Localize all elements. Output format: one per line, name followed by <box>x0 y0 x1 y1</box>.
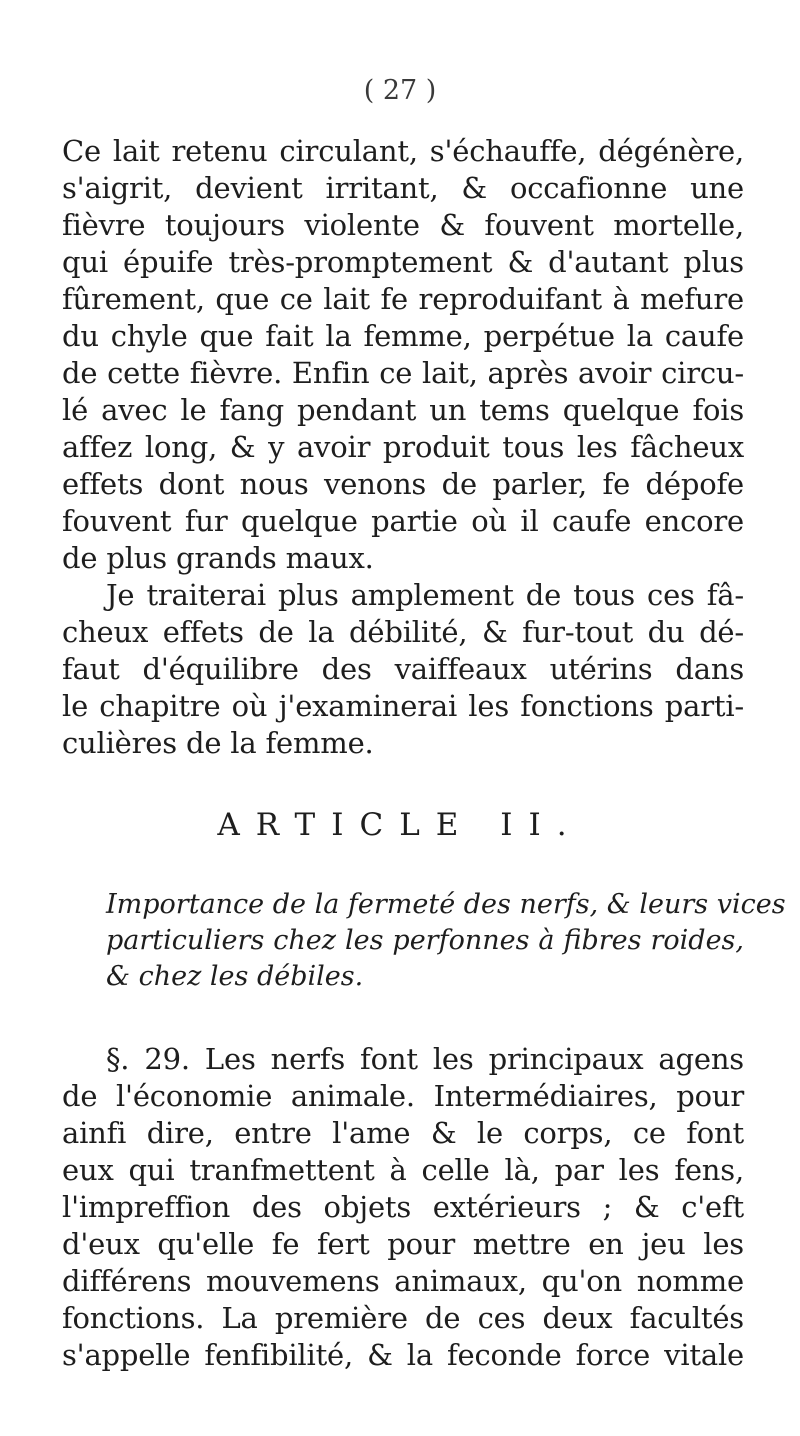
paragraph-3-line-9: s'appelle fenfibilité, & la feconde force vitale <box>62 1338 744 1372</box>
article-heading: ARTICLE II. <box>217 807 583 843</box>
paragraph-1-line-9: affez long, & y avoir produit tous les fâcheux <box>62 430 744 464</box>
paragraph-1-line-4: qui épuife très-promptement & d'autant plus <box>62 245 744 279</box>
paragraph-1-line-3: fièvre toujours violente & fouvent mortelle, <box>62 208 744 242</box>
paragraph-1-line-5: fûrement, que ce lait fe reproduifant à mefure <box>62 282 744 316</box>
paragraph-2-line-3: faut d'équilibre des vaiffeaux utérins dans <box>62 652 744 686</box>
paragraph-3-line-3: ainfi dire, entre l'ame & le corps, ce font <box>62 1116 744 1150</box>
paragraph-1-line-12: de plus grands maux. <box>62 541 374 575</box>
paragraph-2-line-2: cheux effets de la débilité, & fur-tout du dé- <box>62 615 744 649</box>
paragraph-1-line-10: effets dont nous venons de parler, fe dépofe <box>62 467 744 501</box>
paragraph-3-line-8: fonctions. La première de ces deux facultés <box>62 1301 744 1335</box>
paragraph-3-line-7: différens mouvemens animaux, qu'on nomme <box>62 1264 744 1298</box>
article-subtitle-line-1: Importance de la fermeté des nerfs, & leurs vices <box>106 889 786 920</box>
paragraph-3-line-2: de l'économie animale. Intermédiaires, pour <box>62 1079 744 1113</box>
paragraph-1-line-7: de cette fièvre. Enfin ce lait, après avoir circu- <box>62 356 744 390</box>
paragraph-3-line-4: eux qui tranfmettent à celle là, par les fens, <box>62 1153 744 1187</box>
article-subtitle-line-2: particuliers chez les perfonnes à fibres roides, <box>106 925 744 956</box>
paragraph-3-line-5: l'impreffion des objets extérieurs ; & c'eft <box>62 1190 744 1224</box>
paragraph-1-line-6: du chyle que fait la femme, perpétue la caufe <box>62 319 744 353</box>
paragraph-1-line-2: s'aigrit, devient irritant, & occafionne une <box>62 171 744 205</box>
paragraph-3-line-1: §. 29. Les nerfs font les principaux agens <box>106 1042 744 1076</box>
paragraph-1-line-8: lé avec le fang pendant un tems quelque fois <box>62 393 744 427</box>
paragraph-3-line-6: d'eux qu'elle fe fert pour mettre en jeu les <box>62 1227 744 1261</box>
page-number: ( 27 ) <box>363 75 437 106</box>
paragraph-2-line-1: Je traiterai plus amplement de tous ces fâ- <box>106 578 744 612</box>
article-subtitle-line-3: & chez les débiles. <box>106 961 364 992</box>
paragraph-2-line-4: le chapitre où j'examinerai les fonctions parti- <box>62 689 744 723</box>
paragraph-1-line-1: Ce lait retenu circulant, s'échauffe, dégénère, <box>62 134 744 168</box>
paragraph-1-line-11: fouvent fur quelque partie où il caufe encore <box>62 504 744 538</box>
paragraph-2-line-5: culières de la femme. <box>62 726 374 760</box>
